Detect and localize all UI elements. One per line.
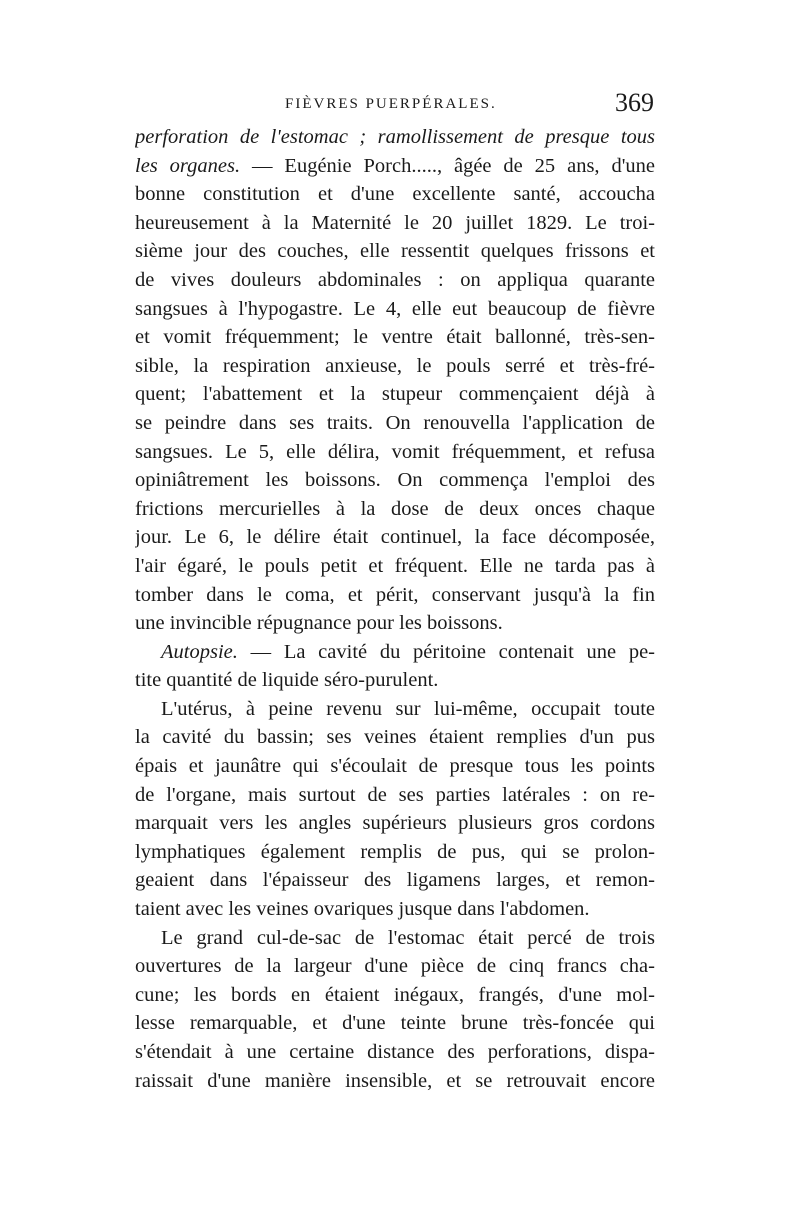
text-segment: et vomit fréquemment; le ventre était ballonné, très-sen-	[135, 326, 655, 349]
text-line	[135, 838, 655, 867]
text-segment: la cavité du bassin; ses veines étaient remplies d'un pus	[135, 726, 655, 749]
text-segment: — Eugénie Porch....., âgée de 25 ans, d'une	[240, 154, 655, 177]
text-segment: de l'organe, mais surtout de ses parties latérales : on re-	[135, 783, 655, 806]
text-segment: jour. Le 6, le délire était continuel, la face décomposée,	[135, 526, 655, 549]
text-segment: une invincible répugnance pour les boissons.	[135, 612, 503, 635]
text-segment: opiniâtrement les boissons. On commença l'emploi des	[135, 469, 655, 492]
text-segment: l'air égaré, le pouls petit et fréquent. Elle ne tarda pas à	[135, 554, 655, 577]
text-line	[135, 295, 655, 324]
text-line	[135, 523, 655, 552]
text-segment: — La cavité du péritoine contenait une pe-	[237, 640, 655, 663]
italic-text-segment: Autopsie.	[161, 640, 238, 663]
text-line	[135, 380, 655, 409]
italic-text-segment: perforation de l'estomac ; ramollissement de presque tous	[135, 126, 655, 148]
running-head: FIÈVRES PUERPÉRALES.	[285, 96, 497, 112]
text-line	[135, 981, 655, 1010]
text-segment: bonne constitution et d'une excellente santé, accoucha	[135, 183, 655, 206]
text-line	[135, 752, 655, 781]
text-segment: lesse remarquable, et d'une teinte brune très-foncée qui	[135, 1012, 655, 1035]
text-line	[135, 352, 655, 381]
text-segment: Le grand cul-de-sac de l'estomac était percé de trois	[161, 926, 655, 949]
italic-text-segment: les organes.	[135, 154, 241, 177]
text-line	[135, 495, 655, 524]
text-segment: sible, la respiration anxieuse, le pouls serré et très-fré-	[135, 354, 655, 377]
text-line	[135, 552, 655, 581]
text-line	[135, 666, 655, 695]
text-segment: quent; l'abattement et la stupeur commençaient déjà à	[135, 383, 655, 406]
text-segment: se peindre dans ses traits. On renouvella l'application de	[135, 411, 655, 434]
text-line	[135, 809, 655, 838]
text-line	[135, 409, 655, 438]
text-segment: frictions mercurielles à la dose de deux onces chaque	[135, 497, 655, 520]
text-line	[135, 123, 655, 152]
text-segment: lymphatiques également remplis de pus, qui se prolon-	[135, 840, 655, 863]
text-segment: de vives douleurs abdominales : on appliqua quarante	[135, 268, 655, 291]
text-segment: raissait d'une manière insensible, et se retrouvait encore	[135, 1069, 655, 1092]
text-line	[135, 1009, 655, 1038]
text-line	[135, 781, 655, 810]
text-line	[135, 209, 655, 238]
text-segment: heureusement à la Maternité le 20 juillet 1829. Le troi-	[135, 211, 655, 234]
text-line	[135, 895, 655, 924]
text-line	[135, 723, 655, 752]
text-segment: sangsues. Le 5, elle délira, vomit fréquemment, et refusa	[135, 440, 655, 463]
text-line	[135, 438, 655, 467]
text-line	[135, 180, 655, 209]
text-segment: ouvertures de la largeur d'une pièce de cinq francs cha-	[135, 955, 655, 978]
text-line	[135, 638, 655, 667]
text-line	[135, 581, 655, 610]
text-line	[135, 695, 655, 724]
text-segment: cune; les bords en étaient inégaux, frangés, d'une mol-	[135, 983, 655, 1006]
text-segment: épais et jaunâtre qui s'écoulait de presque tous les points	[135, 755, 655, 778]
text-line	[135, 866, 655, 895]
text-line	[135, 152, 655, 181]
text-segment: tomber dans le coma, et périt, conservant jusqu'à la fin	[135, 583, 655, 606]
text-line	[135, 266, 655, 295]
text-line	[135, 323, 655, 352]
text-segment: marquait vers les angles supérieurs plusieurs gros cordons	[135, 812, 655, 835]
body-text	[135, 123, 655, 1095]
text-segment: tite quantité de liquide séro-purulent.	[135, 669, 439, 692]
text-line	[135, 924, 655, 953]
text-segment: sangsues à l'hypogastre. Le 4, elle eut beaucoup de fièvre	[135, 297, 655, 320]
text-segment: L'utérus, à peine revenu sur lui-même, occupait toute	[161, 697, 655, 720]
text-line	[135, 609, 655, 638]
text-line	[135, 952, 655, 981]
text-line	[135, 466, 655, 495]
text-segment: sième jour des couches, elle ressentit quelques frissons et	[135, 240, 655, 263]
text-line	[135, 237, 655, 266]
text-line	[135, 1067, 655, 1096]
text-segment: s'étendait à une certaine distance des perforations, dispa-	[135, 1041, 655, 1063]
page-number: 369	[615, 88, 654, 117]
text-line	[135, 1038, 655, 1067]
text-segment: geaient dans l'épaisseur des ligamens larges, et remon-	[135, 869, 655, 892]
text-segment: taient avec les veines ovariques jusque dans l'abdomen.	[135, 898, 590, 921]
